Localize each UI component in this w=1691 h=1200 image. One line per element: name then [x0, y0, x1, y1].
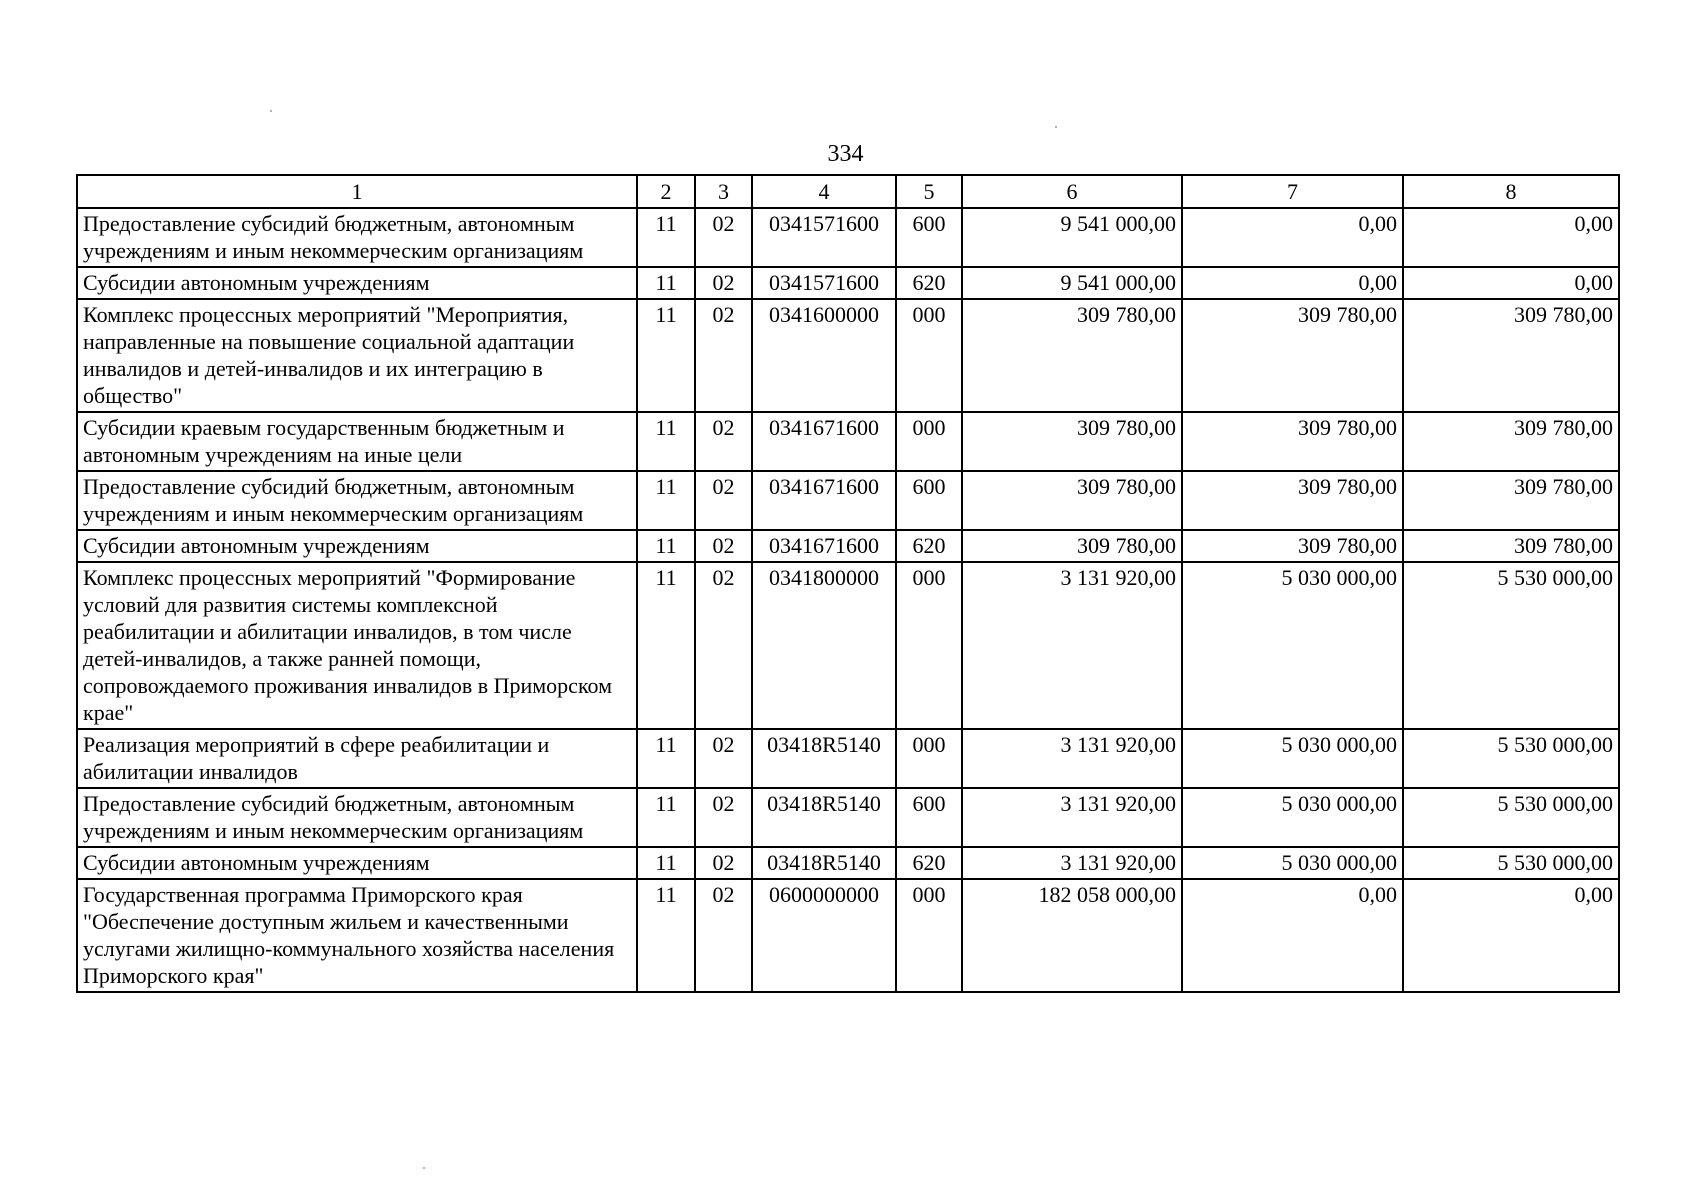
amount-col-8: 5 530 000,00: [1403, 562, 1619, 729]
subsection-code: 02: [695, 208, 752, 267]
subsection-code: 02: [695, 788, 752, 847]
amount-col-8: 309 780,00: [1403, 530, 1619, 562]
amount-col-6: 309 780,00: [962, 471, 1182, 530]
amount-col-6: 309 780,00: [962, 299, 1182, 412]
row-name: Реализация мероприятий в сфере реабилитации и абилитации инвалидов: [77, 729, 637, 788]
amount-col-6: 309 780,00: [962, 412, 1182, 471]
section-code: 11: [637, 562, 695, 729]
table-row: [77, 530, 1619, 562]
amount-col-6: 3 131 920,00: [962, 729, 1182, 788]
table-row: [77, 412, 1619, 471]
section-code: 11: [637, 788, 695, 847]
amount-col-6: 9 541 000,00: [962, 208, 1182, 267]
scan-speck: [1055, 126, 1057, 128]
expense-type-code: 000: [896, 562, 962, 729]
section-code: 11: [637, 847, 695, 879]
amount-col-7: 0,00: [1182, 208, 1403, 267]
column-header: 3: [695, 175, 752, 208]
table-row: [77, 267, 1619, 299]
amount-col-7: 5 030 000,00: [1182, 788, 1403, 847]
page-number: 334: [827, 141, 864, 167]
target-article-code: 03418R5140: [752, 729, 896, 788]
row-name: Субсидии автономным учреждениям: [77, 847, 637, 879]
subsection-code: 02: [695, 729, 752, 788]
section-code: 11: [637, 267, 695, 299]
amount-col-8: 5 530 000,00: [1403, 729, 1619, 788]
amount-col-8: 309 780,00: [1403, 412, 1619, 471]
column-header: 1: [77, 175, 637, 208]
table-row: [77, 299, 1619, 412]
subsection-code: 02: [695, 562, 752, 729]
section-code: 11: [637, 412, 695, 471]
column-header: 2: [637, 175, 695, 208]
amount-col-7: 309 780,00: [1182, 412, 1403, 471]
amount-col-7: 309 780,00: [1182, 471, 1403, 530]
target-article-code: 0341671600: [752, 412, 896, 471]
amount-col-6: 309 780,00: [962, 530, 1182, 562]
table-row: [77, 847, 1619, 879]
amount-col-8: 5 530 000,00: [1403, 847, 1619, 879]
table-row: [77, 562, 1619, 729]
amount-col-7: 5 030 000,00: [1182, 562, 1403, 729]
subsection-code: 02: [695, 267, 752, 299]
section-code: 11: [637, 879, 695, 992]
section-code: 11: [637, 208, 695, 267]
table-row: [77, 208, 1619, 267]
amount-col-8: 0,00: [1403, 208, 1619, 267]
subsection-code: 02: [695, 471, 752, 530]
subsection-code: 02: [695, 299, 752, 412]
amount-col-6: 3 131 920,00: [962, 562, 1182, 729]
table-row: [77, 788, 1619, 847]
target-article-code: 0341571600: [752, 267, 896, 299]
target-article-code: 0341800000: [752, 562, 896, 729]
table-row: [77, 471, 1619, 530]
section-code: 11: [637, 299, 695, 412]
amount-col-6: 3 131 920,00: [962, 847, 1182, 879]
amount-col-7: 0,00: [1182, 267, 1403, 299]
row-name: Комплекс процессных мероприятий "Формирование условий для развития системы комплексной реабилитации и абилитации инвалидов, в том числе детей-инвалидов, а также ранней помощи, сопровождаемого проживания инвалидов в Приморском крае": [77, 562, 637, 729]
subsection-code: 02: [695, 412, 752, 471]
expense-type-code: 000: [896, 299, 962, 412]
expense-type-code: 000: [896, 729, 962, 788]
expense-type-code: 000: [896, 879, 962, 992]
target-article-code: 03418R5140: [752, 847, 896, 879]
expense-type-code: 620: [896, 267, 962, 299]
table-row: [77, 729, 1619, 788]
row-name: Предоставление субсидий бюджетным, автономным учреждениям и иным некоммерческим организациям: [77, 788, 637, 847]
amount-col-7: 5 030 000,00: [1182, 729, 1403, 788]
budget-table: [76, 174, 1620, 993]
target-article-code: 0600000000: [752, 879, 896, 992]
expense-type-code: 620: [896, 530, 962, 562]
row-name: Предоставление субсидий бюджетным, автономным учреждениям и иным некоммерческим организациям: [77, 471, 637, 530]
target-article-code: 0341600000: [752, 299, 896, 412]
row-name: Предоставление субсидий бюджетным, автономным учреждениям и иным некоммерческим организациям: [77, 208, 637, 267]
amount-col-8: 0,00: [1403, 267, 1619, 299]
amount-col-6: 3 131 920,00: [962, 788, 1182, 847]
row-name: Комплекс процессных мероприятий "Мероприятия, направленные на повышение социальной адаптации инвалидов и детей-инвалидов и их интеграцию в общество": [77, 299, 637, 412]
subsection-code: 02: [695, 530, 752, 562]
table-row: [77, 879, 1619, 992]
row-name: Субсидии краевым государственным бюджетным и автономным учреждениям на иные цели: [77, 412, 637, 471]
section-code: 11: [637, 471, 695, 530]
expense-type-code: 600: [896, 208, 962, 267]
section-code: 11: [637, 729, 695, 788]
column-header: 4: [752, 175, 896, 208]
amount-col-6: 9 541 000,00: [962, 267, 1182, 299]
expense-type-code: 000: [896, 412, 962, 471]
subsection-code: 02: [695, 879, 752, 992]
scan-speck: [423, 1167, 425, 1169]
target-article-code: 0341671600: [752, 530, 896, 562]
expense-type-code: 600: [896, 471, 962, 530]
row-name: Субсидии автономным учреждениям: [77, 530, 637, 562]
subsection-code: 02: [695, 847, 752, 879]
section-code: 11: [637, 530, 695, 562]
amount-col-8: 309 780,00: [1403, 471, 1619, 530]
expense-type-code: 600: [896, 788, 962, 847]
target-article-code: 03418R5140: [752, 788, 896, 847]
header-row: [77, 175, 1619, 208]
column-header: 7: [1182, 175, 1403, 208]
amount-col-6: 182 058 000,00: [962, 879, 1182, 992]
amount-col-8: 5 530 000,00: [1403, 788, 1619, 847]
column-header: 6: [962, 175, 1182, 208]
column-header: 8: [1403, 175, 1619, 208]
amount-col-8: 309 780,00: [1403, 299, 1619, 412]
amount-col-7: 309 780,00: [1182, 530, 1403, 562]
amount-col-7: 0,00: [1182, 879, 1403, 992]
amount-col-7: 309 780,00: [1182, 299, 1403, 412]
expense-type-code: 620: [896, 847, 962, 879]
scan-speck: [270, 110, 272, 112]
target-article-code: 0341671600: [752, 471, 896, 530]
target-article-code: 0341571600: [752, 208, 896, 267]
amount-col-7: 5 030 000,00: [1182, 847, 1403, 879]
row-name: Государственная программа Приморского края "Обеспечение доступным жильем и качественными услугами жилищно-коммунального хозяйства населения Приморского края": [77, 879, 637, 992]
amount-col-8: 0,00: [1403, 879, 1619, 992]
row-name: Субсидии автономным учреждениям: [77, 267, 637, 299]
column-header: 5: [896, 175, 962, 208]
